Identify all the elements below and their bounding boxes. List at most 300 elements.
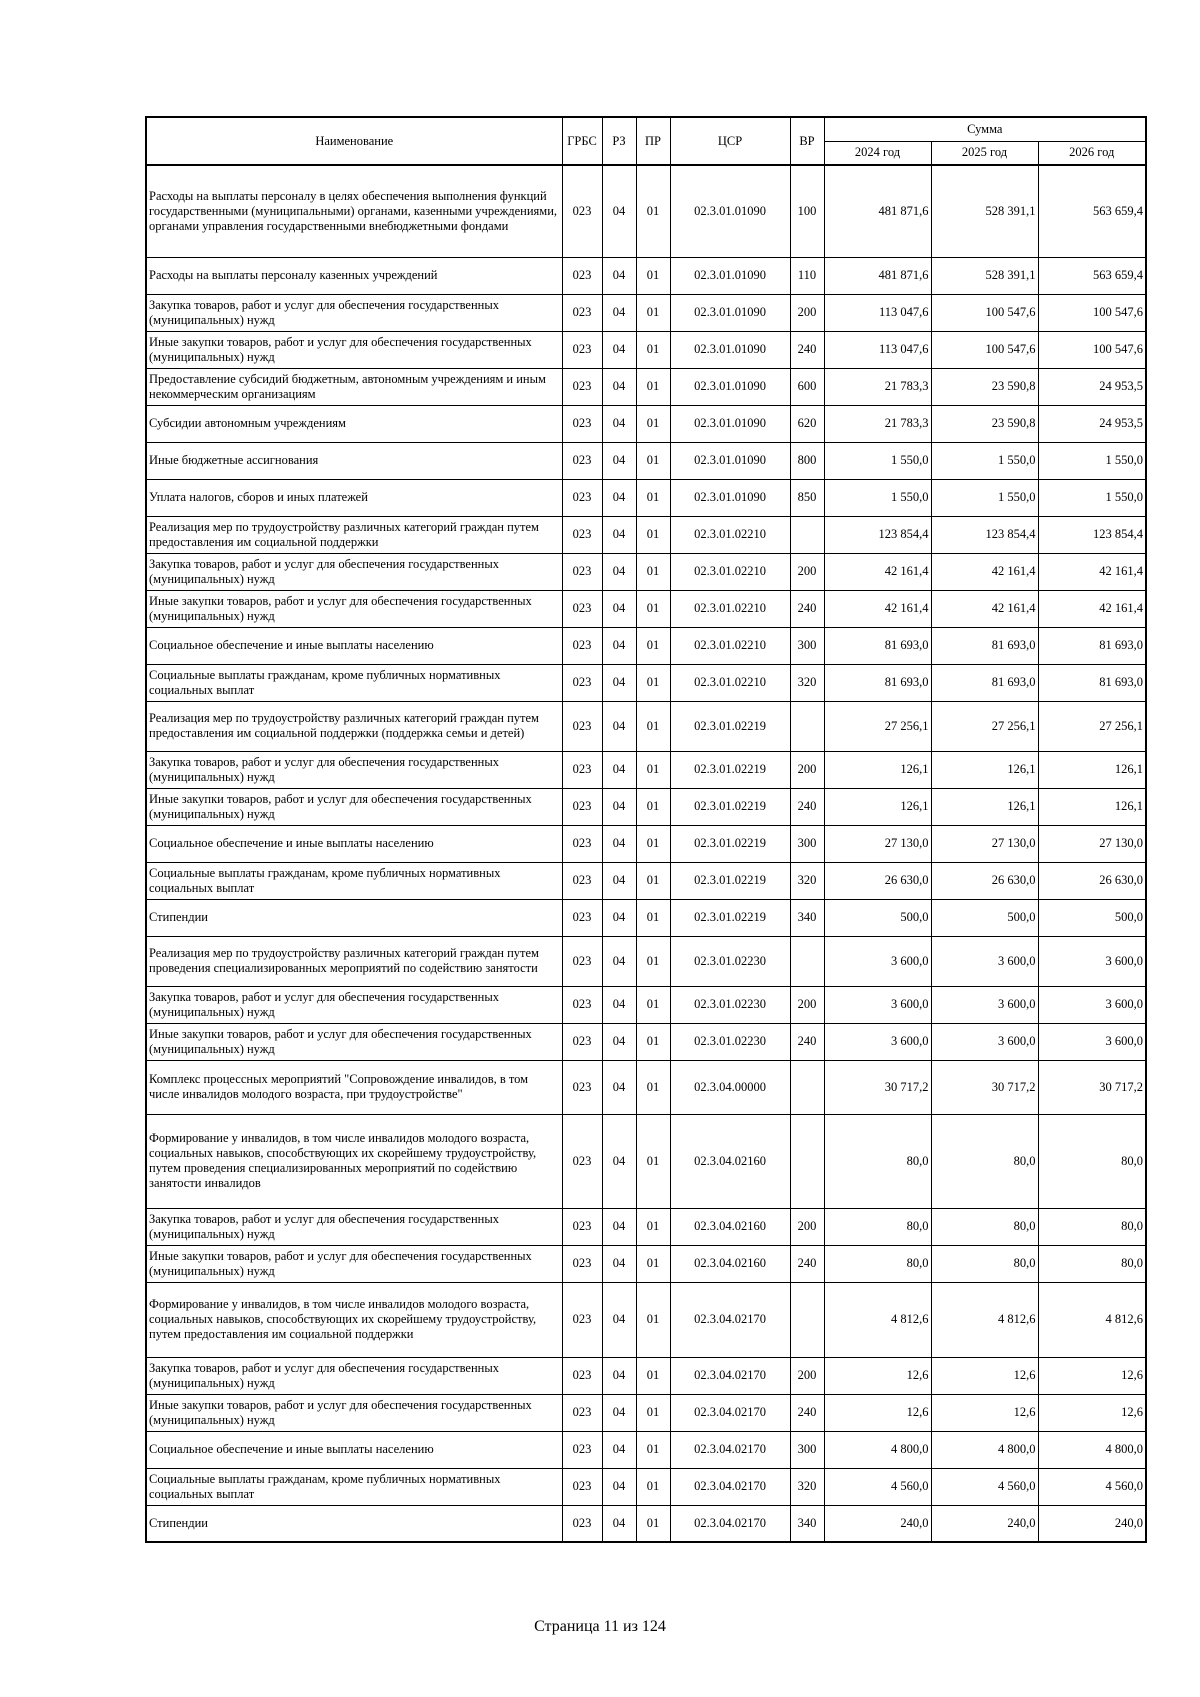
row-amount-2026: 3 600,0 (1038, 986, 1146, 1023)
row-amount-2026: 42 161,4 (1038, 553, 1146, 590)
row-amount-2026: 3 600,0 (1038, 1023, 1146, 1060)
table-row (146, 590, 1146, 627)
table-header (146, 117, 1146, 165)
row-name: Иные закупки товаров, работ и услуг для обеспечения государственных (муниципальных) нужд (146, 1023, 562, 1060)
table-row (146, 1114, 1146, 1208)
row-csr: 02.3.04.02160 (670, 1114, 790, 1208)
row-amount-2026: 80,0 (1038, 1245, 1146, 1282)
row-vr: 300 (790, 627, 824, 664)
row-amount-2025: 27 130,0 (931, 825, 1038, 862)
row-pr: 01 (636, 899, 670, 936)
row-rz: 04 (602, 825, 636, 862)
row-pr: 01 (636, 1468, 670, 1505)
row-pr: 01 (636, 788, 670, 825)
row-name: Иные закупки товаров, работ и услуг для обеспечения государственных (муниципальных) нужд (146, 788, 562, 825)
row-rz: 04 (602, 257, 636, 294)
row-amount-2026: 4 800,0 (1038, 1431, 1146, 1468)
row-grbs: 023 (562, 788, 602, 825)
row-amount-2025: 4 812,6 (931, 1282, 1038, 1357)
row-name: Социальные выплаты гражданам, кроме публичных нормативных социальных выплат (146, 1468, 562, 1505)
row-amount-2026: 27 130,0 (1038, 825, 1146, 862)
row-name: Иные закупки товаров, работ и услуг для обеспечения государственных (муниципальных) нужд (146, 1245, 562, 1282)
row-vr: 100 (790, 165, 824, 257)
row-vr: 620 (790, 405, 824, 442)
row-amount-2024: 123 854,4 (824, 516, 931, 553)
row-rz: 04 (602, 1114, 636, 1208)
row-csr: 02.3.01.01090 (670, 405, 790, 442)
row-amount-2024: 3 600,0 (824, 1023, 931, 1060)
row-amount-2024: 27 130,0 (824, 825, 931, 862)
row-amount-2026: 27 256,1 (1038, 701, 1146, 751)
row-grbs: 023 (562, 331, 602, 368)
row-rz: 04 (602, 405, 636, 442)
row-pr: 01 (636, 331, 670, 368)
row-rz: 04 (602, 331, 636, 368)
row-amount-2024: 12,6 (824, 1357, 931, 1394)
table-row (146, 1060, 1146, 1114)
row-csr: 02.3.01.01090 (670, 479, 790, 516)
row-amount-2026: 3 600,0 (1038, 936, 1146, 986)
row-csr: 02.3.04.02160 (670, 1208, 790, 1245)
row-name: Иные закупки товаров, работ и услуг для обеспечения государственных (муниципальных) нужд (146, 331, 562, 368)
row-vr: 240 (790, 331, 824, 368)
row-amount-2026: 4 812,6 (1038, 1282, 1146, 1357)
row-amount-2025: 81 693,0 (931, 664, 1038, 701)
row-pr: 01 (636, 590, 670, 627)
table-row (146, 368, 1146, 405)
row-rz: 04 (602, 516, 636, 553)
row-csr: 02.3.01.02210 (670, 590, 790, 627)
table-row (146, 751, 1146, 788)
row-vr: 200 (790, 751, 824, 788)
row-amount-2025: 80,0 (931, 1208, 1038, 1245)
row-name: Закупка товаров, работ и услуг для обеспечения государственных (муниципальных) нужд (146, 294, 562, 331)
row-vr: 300 (790, 825, 824, 862)
row-rz: 04 (602, 553, 636, 590)
row-pr: 01 (636, 986, 670, 1023)
row-amount-2025: 3 600,0 (931, 936, 1038, 986)
row-amount-2025: 80,0 (931, 1245, 1038, 1282)
row-csr: 02.3.01.02219 (670, 751, 790, 788)
row-rz: 04 (602, 479, 636, 516)
row-csr: 02.3.01.01090 (670, 165, 790, 257)
row-amount-2024: 42 161,4 (824, 590, 931, 627)
row-grbs: 023 (562, 1394, 602, 1431)
row-rz: 04 (602, 590, 636, 627)
row-rz: 04 (602, 1208, 636, 1245)
row-rz: 04 (602, 368, 636, 405)
table-row (146, 788, 1146, 825)
row-amount-2026: 24 953,5 (1038, 405, 1146, 442)
row-name: Реализация мер по трудоустройству различных категорий граждан путем предоставления им социальной поддержки (поддержка семьи и детей) (146, 701, 562, 751)
row-grbs: 023 (562, 899, 602, 936)
row-name: Закупка товаров, работ и услуг для обеспечения государственных (муниципальных) нужд (146, 553, 562, 590)
row-vr: 320 (790, 664, 824, 701)
table-row (146, 1357, 1146, 1394)
row-amount-2025: 81 693,0 (931, 627, 1038, 664)
row-csr: 02.3.01.02230 (670, 986, 790, 1023)
row-vr: 340 (790, 899, 824, 936)
row-grbs: 023 (562, 442, 602, 479)
row-csr: 02.3.04.02170 (670, 1282, 790, 1357)
row-amount-2024: 126,1 (824, 788, 931, 825)
row-vr: 300 (790, 1431, 824, 1468)
table-row (146, 1208, 1146, 1245)
row-pr: 01 (636, 825, 670, 862)
table-body (146, 165, 1146, 1542)
row-rz: 04 (602, 1431, 636, 1468)
row-vr: 200 (790, 986, 824, 1023)
row-csr: 02.3.01.02219 (670, 788, 790, 825)
row-csr: 02.3.01.02219 (670, 701, 790, 751)
row-vr: 850 (790, 479, 824, 516)
row-amount-2025: 12,6 (931, 1394, 1038, 1431)
row-grbs: 023 (562, 701, 602, 751)
row-grbs: 023 (562, 368, 602, 405)
row-name: Субсидии автономным учреждениям (146, 405, 562, 442)
row-amount-2026: 126,1 (1038, 751, 1146, 788)
row-pr: 01 (636, 165, 670, 257)
row-amount-2026: 1 550,0 (1038, 479, 1146, 516)
row-csr: 02.3.01.02219 (670, 825, 790, 862)
row-name: Закупка товаров, работ и услуг для обеспечения государственных (муниципальных) нужд (146, 1208, 562, 1245)
row-amount-2026: 563 659,4 (1038, 257, 1146, 294)
row-name: Реализация мер по трудоустройству различных категорий граждан путем проведения специализированных мероприятий по содействию занятости (146, 936, 562, 986)
row-csr: 02.3.01.02210 (670, 553, 790, 590)
row-vr (790, 701, 824, 751)
row-amount-2025: 1 550,0 (931, 479, 1038, 516)
row-amount-2025: 12,6 (931, 1357, 1038, 1394)
row-grbs: 023 (562, 590, 602, 627)
header-vr: ВР (790, 117, 824, 165)
row-amount-2024: 1 550,0 (824, 479, 931, 516)
row-amount-2025: 4 560,0 (931, 1468, 1038, 1505)
row-pr: 01 (636, 257, 670, 294)
row-name: Закупка товаров, работ и услуг для обеспечения государственных (муниципальных) нужд (146, 751, 562, 788)
row-amount-2026: 80,0 (1038, 1114, 1146, 1208)
row-name: Стипендии (146, 899, 562, 936)
row-amount-2024: 81 693,0 (824, 627, 931, 664)
row-amount-2025: 26 630,0 (931, 862, 1038, 899)
table-row (146, 442, 1146, 479)
row-amount-2026: 1 550,0 (1038, 442, 1146, 479)
row-csr: 02.3.01.01090 (670, 294, 790, 331)
row-vr (790, 936, 824, 986)
row-pr: 01 (636, 1282, 670, 1357)
header-csr: ЦСР (670, 117, 790, 165)
row-vr (790, 1282, 824, 1357)
page-number: Страница 11 из 124 (534, 1618, 666, 1635)
row-vr: 240 (790, 788, 824, 825)
row-amount-2026: 24 953,5 (1038, 368, 1146, 405)
table-row (146, 1505, 1146, 1542)
row-csr: 02.3.04.00000 (670, 1060, 790, 1114)
row-csr: 02.3.04.02170 (670, 1468, 790, 1505)
row-amount-2026: 563 659,4 (1038, 165, 1146, 257)
row-grbs: 023 (562, 664, 602, 701)
row-grbs: 023 (562, 1505, 602, 1542)
row-vr: 240 (790, 1245, 824, 1282)
table-row (146, 294, 1146, 331)
row-rz: 04 (602, 442, 636, 479)
row-rz: 04 (602, 1023, 636, 1060)
row-grbs: 023 (562, 1431, 602, 1468)
row-amount-2026: 123 854,4 (1038, 516, 1146, 553)
row-amount-2025: 23 590,8 (931, 368, 1038, 405)
table-row (146, 1282, 1146, 1357)
row-amount-2025: 30 717,2 (931, 1060, 1038, 1114)
row-amount-2025: 23 590,8 (931, 405, 1038, 442)
row-csr: 02.3.01.02230 (670, 1023, 790, 1060)
table-row (146, 1245, 1146, 1282)
row-vr: 240 (790, 1394, 824, 1431)
row-amount-2025: 240,0 (931, 1505, 1038, 1542)
header-pr: ПР (636, 117, 670, 165)
row-name: Реализация мер по трудоустройству различных категорий граждан путем предоставления им социальной поддержки (146, 516, 562, 553)
row-rz: 04 (602, 788, 636, 825)
row-grbs: 023 (562, 825, 602, 862)
table-row (146, 825, 1146, 862)
row-amount-2026: 12,6 (1038, 1357, 1146, 1394)
row-grbs: 023 (562, 165, 602, 257)
row-name: Иные закупки товаров, работ и услуг для обеспечения государственных (муниципальных) нужд (146, 1394, 562, 1431)
row-amount-2025: 1 550,0 (931, 442, 1038, 479)
row-csr: 02.3.01.02230 (670, 936, 790, 986)
row-rz: 04 (602, 862, 636, 899)
row-pr: 01 (636, 479, 670, 516)
row-rz: 04 (602, 627, 636, 664)
row-pr: 01 (636, 1060, 670, 1114)
table-row (146, 627, 1146, 664)
table-row (146, 1023, 1146, 1060)
row-name: Социальные выплаты гражданам, кроме публичных нормативных социальных выплат (146, 862, 562, 899)
row-amount-2025: 3 600,0 (931, 986, 1038, 1023)
row-csr: 02.3.04.02170 (670, 1394, 790, 1431)
row-pr: 01 (636, 368, 670, 405)
row-pr: 01 (636, 1208, 670, 1245)
row-rz: 04 (602, 1505, 636, 1542)
row-name: Стипендии (146, 1505, 562, 1542)
row-vr: 200 (790, 1357, 824, 1394)
row-rz: 04 (602, 1468, 636, 1505)
row-pr: 01 (636, 1023, 670, 1060)
row-amount-2024: 240,0 (824, 1505, 931, 1542)
row-amount-2024: 3 600,0 (824, 936, 931, 986)
table-row (146, 257, 1146, 294)
row-pr: 01 (636, 294, 670, 331)
row-amount-2026: 126,1 (1038, 788, 1146, 825)
row-grbs: 023 (562, 553, 602, 590)
row-amount-2024: 12,6 (824, 1394, 931, 1431)
table-row (146, 986, 1146, 1023)
row-amount-2024: 80,0 (824, 1208, 931, 1245)
table-row (146, 936, 1146, 986)
row-grbs: 023 (562, 751, 602, 788)
row-name: Предоставление субсидий бюджетным, автономным учреждениям и иным некоммерческим организациям (146, 368, 562, 405)
row-csr: 02.3.04.02170 (670, 1357, 790, 1394)
row-grbs: 023 (562, 1208, 602, 1245)
row-rz: 04 (602, 986, 636, 1023)
table-row (146, 1394, 1146, 1431)
row-amount-2024: 21 783,3 (824, 405, 931, 442)
row-csr: 02.3.01.01090 (670, 257, 790, 294)
row-vr: 200 (790, 553, 824, 590)
row-vr: 340 (790, 1505, 824, 1542)
row-amount-2024: 113 047,6 (824, 331, 931, 368)
row-amount-2025: 80,0 (931, 1114, 1038, 1208)
row-name: Расходы на выплаты персоналу казенных учреждений (146, 257, 562, 294)
row-amount-2026: 26 630,0 (1038, 862, 1146, 899)
row-amount-2024: 42 161,4 (824, 553, 931, 590)
row-vr (790, 1060, 824, 1114)
row-name: Комплекс процессных мероприятий "Сопровождение инвалидов, в том числе инвалидов молодого возраста, при трудоустройстве" (146, 1060, 562, 1114)
row-amount-2026: 240,0 (1038, 1505, 1146, 1542)
row-grbs: 023 (562, 1114, 602, 1208)
row-amount-2026: 4 560,0 (1038, 1468, 1146, 1505)
row-amount-2024: 81 693,0 (824, 664, 931, 701)
row-csr: 02.3.01.01090 (670, 442, 790, 479)
budget-table (145, 116, 1147, 1543)
row-pr: 01 (636, 1357, 670, 1394)
table-row (146, 1431, 1146, 1468)
table-row (146, 516, 1146, 553)
row-name: Формирование у инвалидов, в том числе инвалидов молодого возраста, социальных навыков, способствующих их скорейшему трудоустройству, путем предоставления им социальной поддержки (146, 1282, 562, 1357)
table-row (146, 331, 1146, 368)
row-csr: 02.3.04.02160 (670, 1245, 790, 1282)
row-grbs: 023 (562, 1468, 602, 1505)
row-amount-2024: 4 812,6 (824, 1282, 931, 1357)
row-amount-2026: 100 547,6 (1038, 294, 1146, 331)
row-rz: 04 (602, 899, 636, 936)
row-amount-2024: 4 560,0 (824, 1468, 931, 1505)
row-rz: 04 (602, 701, 636, 751)
row-name: Закупка товаров, работ и услуг для обеспечения государственных (муниципальных) нужд (146, 1357, 562, 1394)
row-vr: 240 (790, 1023, 824, 1060)
row-pr: 01 (636, 664, 670, 701)
row-pr: 01 (636, 405, 670, 442)
table-row (146, 165, 1146, 257)
row-grbs: 023 (562, 516, 602, 553)
row-pr: 01 (636, 627, 670, 664)
table-row (146, 862, 1146, 899)
row-amount-2024: 481 871,6 (824, 165, 931, 257)
row-pr: 01 (636, 701, 670, 751)
row-grbs: 023 (562, 1060, 602, 1114)
row-amount-2025: 500,0 (931, 899, 1038, 936)
row-rz: 04 (602, 664, 636, 701)
row-name: Закупка товаров, работ и услуг для обеспечения государственных (муниципальных) нужд (146, 986, 562, 1023)
row-grbs: 023 (562, 1282, 602, 1357)
row-amount-2025: 123 854,4 (931, 516, 1038, 553)
row-vr: 240 (790, 590, 824, 627)
row-vr: 200 (790, 1208, 824, 1245)
table-row (146, 701, 1146, 751)
row-amount-2026: 30 717,2 (1038, 1060, 1146, 1114)
row-csr: 02.3.01.01090 (670, 368, 790, 405)
row-grbs: 023 (562, 986, 602, 1023)
header-name: Наименование (146, 117, 562, 165)
header-grbs: ГРБС (562, 117, 602, 165)
row-csr: 02.3.01.01090 (670, 331, 790, 368)
row-pr: 01 (636, 1245, 670, 1282)
row-amount-2026: 500,0 (1038, 899, 1146, 936)
header-sum: Сумма (824, 117, 1146, 141)
row-pr: 01 (636, 936, 670, 986)
row-csr: 02.3.01.02210 (670, 516, 790, 553)
row-pr: 01 (636, 1394, 670, 1431)
row-pr: 01 (636, 862, 670, 899)
row-pr: 01 (636, 553, 670, 590)
row-grbs: 023 (562, 862, 602, 899)
row-amount-2024: 4 800,0 (824, 1431, 931, 1468)
row-pr: 01 (636, 1505, 670, 1542)
row-rz: 04 (602, 1282, 636, 1357)
row-amount-2025: 42 161,4 (931, 553, 1038, 590)
row-amount-2025: 27 256,1 (931, 701, 1038, 751)
row-amount-2024: 481 871,6 (824, 257, 931, 294)
row-csr: 02.3.01.02210 (670, 664, 790, 701)
row-vr: 320 (790, 862, 824, 899)
row-name: Социальные выплаты гражданам, кроме публичных нормативных социальных выплат (146, 664, 562, 701)
row-pr: 01 (636, 1114, 670, 1208)
row-name: Уплата налогов, сборов и иных платежей (146, 479, 562, 516)
row-name: Социальное обеспечение и иные выплаты населению (146, 1431, 562, 1468)
table-row (146, 405, 1146, 442)
row-amount-2025: 528 391,1 (931, 257, 1038, 294)
row-amount-2024: 27 256,1 (824, 701, 931, 751)
row-grbs: 023 (562, 479, 602, 516)
row-csr: 02.3.01.02219 (670, 862, 790, 899)
row-vr: 320 (790, 1468, 824, 1505)
row-name: Социальное обеспечение и иные выплаты населению (146, 627, 562, 664)
row-amount-2024: 80,0 (824, 1114, 931, 1208)
row-csr: 02.3.04.02170 (670, 1505, 790, 1542)
table-row (146, 1468, 1146, 1505)
row-amount-2024: 26 630,0 (824, 862, 931, 899)
row-amount-2026: 12,6 (1038, 1394, 1146, 1431)
row-name: Социальное обеспечение и иные выплаты населению (146, 825, 562, 862)
row-amount-2026: 100 547,6 (1038, 331, 1146, 368)
row-amount-2026: 42 161,4 (1038, 590, 1146, 627)
row-rz: 04 (602, 936, 636, 986)
row-rz: 04 (602, 1060, 636, 1114)
row-amount-2024: 113 047,6 (824, 294, 931, 331)
table-row (146, 479, 1146, 516)
row-csr: 02.3.01.02219 (670, 899, 790, 936)
row-vr: 110 (790, 257, 824, 294)
row-vr: 600 (790, 368, 824, 405)
row-amount-2026: 81 693,0 (1038, 664, 1146, 701)
row-pr: 01 (636, 442, 670, 479)
header-year-2024: 2024 год (824, 141, 931, 165)
row-rz: 04 (602, 294, 636, 331)
row-amount-2026: 80,0 (1038, 1208, 1146, 1245)
row-amount-2024: 500,0 (824, 899, 931, 936)
row-amount-2025: 100 547,6 (931, 331, 1038, 368)
row-amount-2024: 30 717,2 (824, 1060, 931, 1114)
row-amount-2024: 3 600,0 (824, 986, 931, 1023)
row-rz: 04 (602, 751, 636, 788)
row-grbs: 023 (562, 1245, 602, 1282)
row-amount-2025: 4 800,0 (931, 1431, 1038, 1468)
row-name: Расходы на выплаты персоналу в целях обеспечения выполнения функций государственными (муниципальными) органами, казенными учреждениями, органами управления государственными внебюджетными фондами (146, 165, 562, 257)
row-amount-2024: 21 783,3 (824, 368, 931, 405)
row-grbs: 023 (562, 627, 602, 664)
row-csr: 02.3.01.02210 (670, 627, 790, 664)
row-amount-2024: 80,0 (824, 1245, 931, 1282)
header-year-2025: 2025 год (931, 141, 1038, 165)
row-amount-2025: 3 600,0 (931, 1023, 1038, 1060)
